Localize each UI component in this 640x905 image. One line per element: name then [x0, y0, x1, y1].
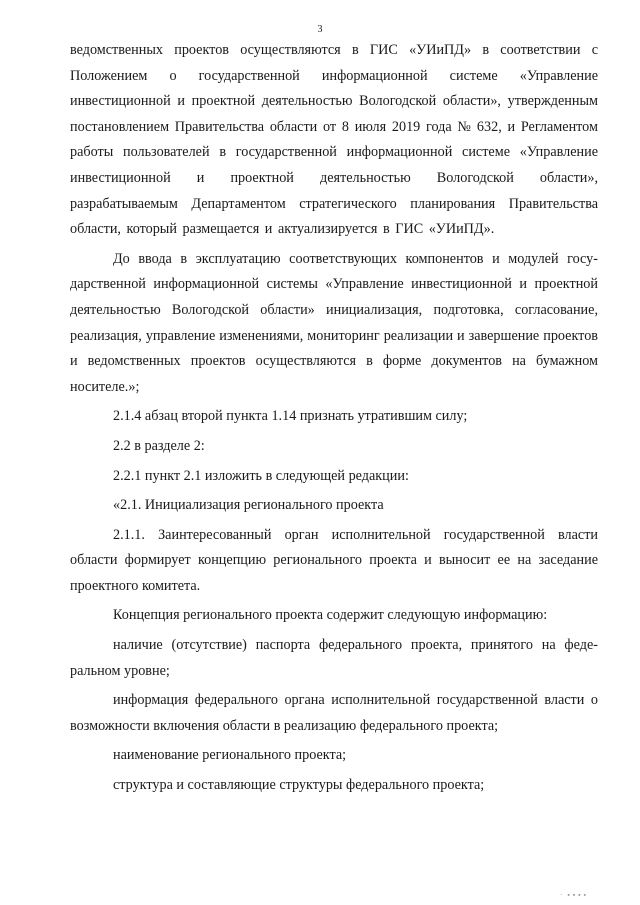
paragraph-item-2-1-4: 2.1.4 абзац второй пункта 1.14 признать утратившим силу;: [113, 408, 468, 425]
paragraph-item-2-1-1: 2.1.1. Заинтересованный орган исполнительной государственной власти области формирует концепцию регионального проекта и выносит ее на заседание проектного комитета.: [70, 526, 598, 594]
paragraph-concept-intro: Концепция регионального проекта содержит следующую информацию:: [113, 607, 548, 624]
paragraph-item-2-2: 2.2 в разделе 2:: [113, 437, 205, 454]
list-item-project-name: наименование регионального проекта;: [113, 747, 347, 764]
list-item-structure: структура и составляющие структуры федерального проекта;: [113, 777, 485, 794]
page-number: 3: [317, 24, 323, 35]
paragraph-transition-note: До ввода в эксплуатацию соответствующих компонентов и модулей государственной информационной системы «Управление инвестиционной и проектной деятельностью Вологодской области» инициализация, подготовка, согласование, реализация, управление изменениями, мониторинг реализации и завершение проектов и ведомственных проектов осуществляются в форме документов на бумажном носителе.»;: [70, 250, 598, 395]
list-item-passport: наличие (отсутствие) паспорта федерального проекта, принятого на федеральном уровне;: [70, 637, 598, 679]
scan-artifact: · ∙∙∙∙: [560, 891, 588, 899]
paragraph-item-2-2-1: 2.2.1 пункт 2.1 изложить в следующей редакции:: [113, 467, 409, 484]
section-heading-2-1: «2.1. Инициализация регионального проекта: [113, 497, 384, 514]
document-body: [70, 38, 598, 799]
paragraph-continuation: ведомственных проектов осуществляются в ГИС «УИиПД» в соответствии с Положением о государственной информационной системе «Управление инвестиционной и проектной деятельностью Вологодской области», утвержденным постановлением Правительства области от 8 июля 2019 года № 632, и Регламентом работы пользователей в государственной информационной системе «Управление инвестиционной и проектной деятельностью Вологодской области», разрабатываемым Департаментом стратегического планирования Правительства области, который размещается и актуализируется в ГИС «УИиПД».: [70, 42, 598, 238]
list-item-federal-info: информация федерального органа исполнительной государственной власти о возможности включения области в реализацию федерального проекта;: [70, 692, 598, 734]
